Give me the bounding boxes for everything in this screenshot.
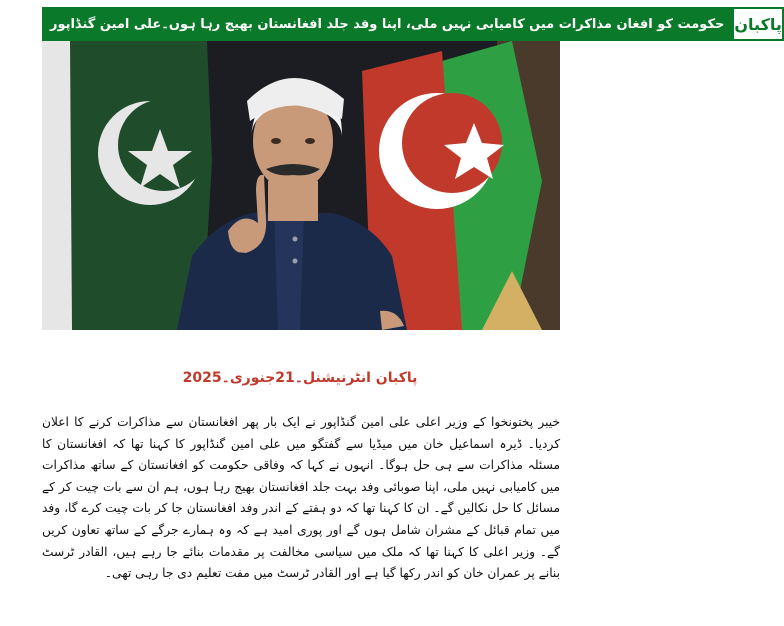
news-banner — [42, 7, 782, 41]
article-body — [42, 412, 560, 585]
photo-illustration — [42, 41, 560, 330]
dateline: پاکبان انٹرنیشنل۔21جنوری۔2025 — [182, 370, 418, 386]
article-paragraph: خیبر پختونخوا کے وزیر اعلی علی امین گنڈاپور نے ایک بار پھر افغانستان سے مذاکرات کرنے کا اعلان کردیا۔ ڈیرہ اسماعیل خان میں میڈیا سے گفتگو میں علی امین گنڈاپور کا کہنا تھا کہ افغانستان کا مسئلہ مذاکرات سے ہی حل ہوگا۔ انہوں نے کہا کہ وفاقی حکومت کو افغانستان کے ساتھ مذاکرات میں کامیابی نہیں ملی، اپنا صوبائی وفد بہت جلد افغانستان بھیج رہا ہوں، ہم ان سے بات چیت کر کے مسائل کا حل نکالیں گے۔ ان کا کہنا تھا کہ دو ہفتے کے اندر وفد افغانستان جا کر بات چیت کرے گا، وفد میں تمام قبائل کے مشران شامل ہوں گے اور پوری امید ہے کہ وہ ہمارے جرگے کے ساتھ تعاون کریں گے۔ وزیر اعلی کا کہنا تھا کہ ملک میں سیاسی مخالفت پر مقدمات بنائے جا رہے ہیں، القادر ٹرسٹ بنانے پر عمران خان کو اندر رکھا گیا ہے اور القادر ٹرسٹ میں مفت تعلیم دی جا رہی تھی۔ — [42, 415, 560, 581]
headline: حکومت کو افغان مذاکرات میں کامیابی نہیں ملی، اپنا وفد جلد افغانستان بھیج رہا ہوں۔علی امین گنڈاپور — [42, 7, 732, 41]
news-photo — [42, 41, 560, 330]
brand-logo: پاکبان — [732, 7, 784, 41]
